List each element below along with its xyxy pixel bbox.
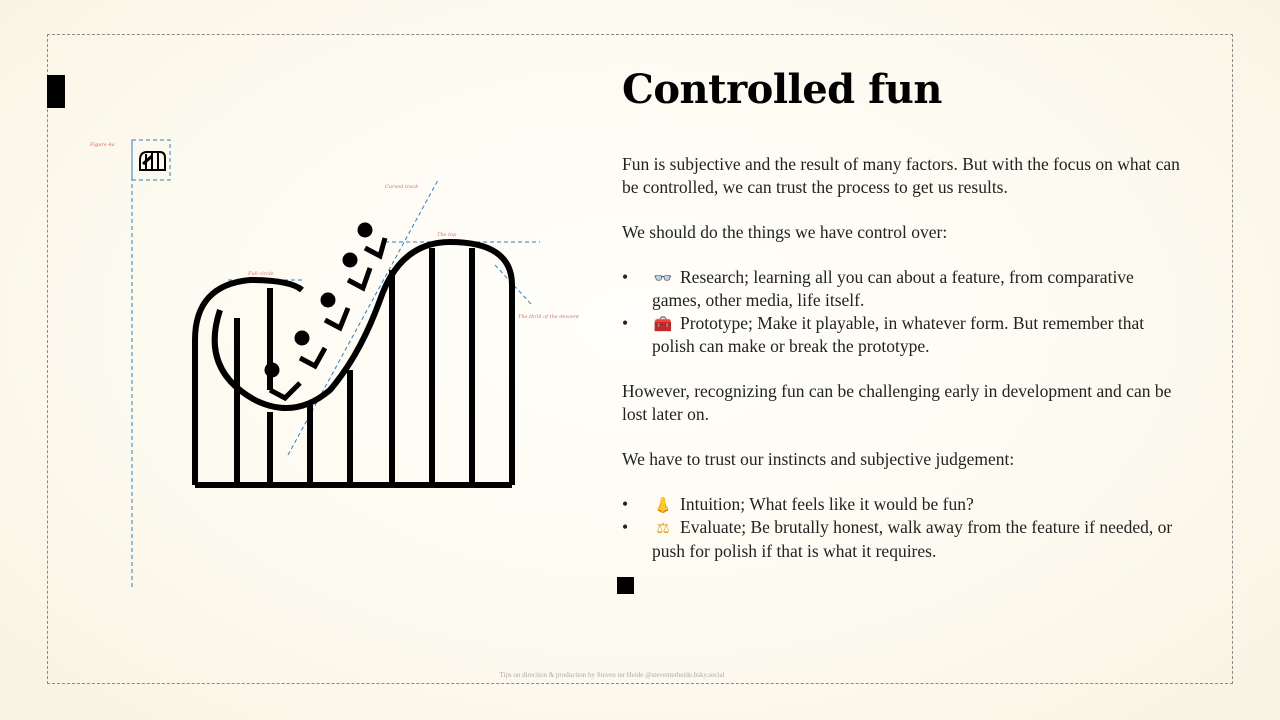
list-item-text: Evaluate; Be brutally honest, walk away from the feature if needed, or push for polish if that is what it requires. [652, 517, 1173, 561]
slide-title: Controlled fun [622, 66, 942, 113]
scales-icon: ⚖ [656, 519, 670, 537]
end-marker [617, 577, 634, 594]
list-item-text: Research; learning all you can about a feature, from comparative games, other media, life itself. [652, 266, 1134, 310]
list-item-text: Intuition; What feels like it would be fun? [680, 493, 974, 514]
roller-coaster-mini-icon [140, 152, 165, 170]
slide-content [622, 153, 1182, 585]
section-marker [47, 75, 65, 108]
note-descent: The thrill of the descent [518, 314, 580, 320]
intro-paragraph: Fun is subjective and the result of many factors. But with the focus on what can be controlled, we can trust the process to get us results. [622, 154, 1180, 197]
roller-coaster-icon [195, 242, 512, 485]
coaster-cars [267, 225, 385, 398]
list-item-evaluate [622, 516, 1182, 562]
glasses-icon: 👓 [653, 268, 673, 287]
note-top: The top [437, 232, 457, 238]
roller-coaster-illustration [80, 130, 600, 600]
list-item-text: Prototype; Make it playable, in whatever form. But remember that polish can make or break the prototype. [652, 312, 1145, 356]
toolbox-icon: 🧰 [653, 314, 673, 333]
list-item-intuition [622, 493, 1182, 517]
list-item-research [622, 266, 1182, 312]
list-item-prototype [622, 312, 1182, 358]
trust-list [622, 493, 1182, 563]
trust-heading: We have to trust our instincts and subjective judgement: [622, 448, 1015, 469]
note-curved: Curved track [385, 184, 419, 190]
control-list [622, 266, 1182, 358]
note-figure: Figure 4a [90, 142, 115, 148]
recognize-paragraph: However, recognizing fun can be challenging early in development and can be lost later on. [622, 381, 1172, 424]
note-circle: Full circle [248, 271, 274, 277]
nose-icon: 👃 [653, 495, 673, 514]
footer-credit: Tips on direction & production by Steven ter Heide @steventerheide.bsky.social [499, 671, 725, 679]
control-heading: We should do the things we have control over: [622, 221, 948, 242]
